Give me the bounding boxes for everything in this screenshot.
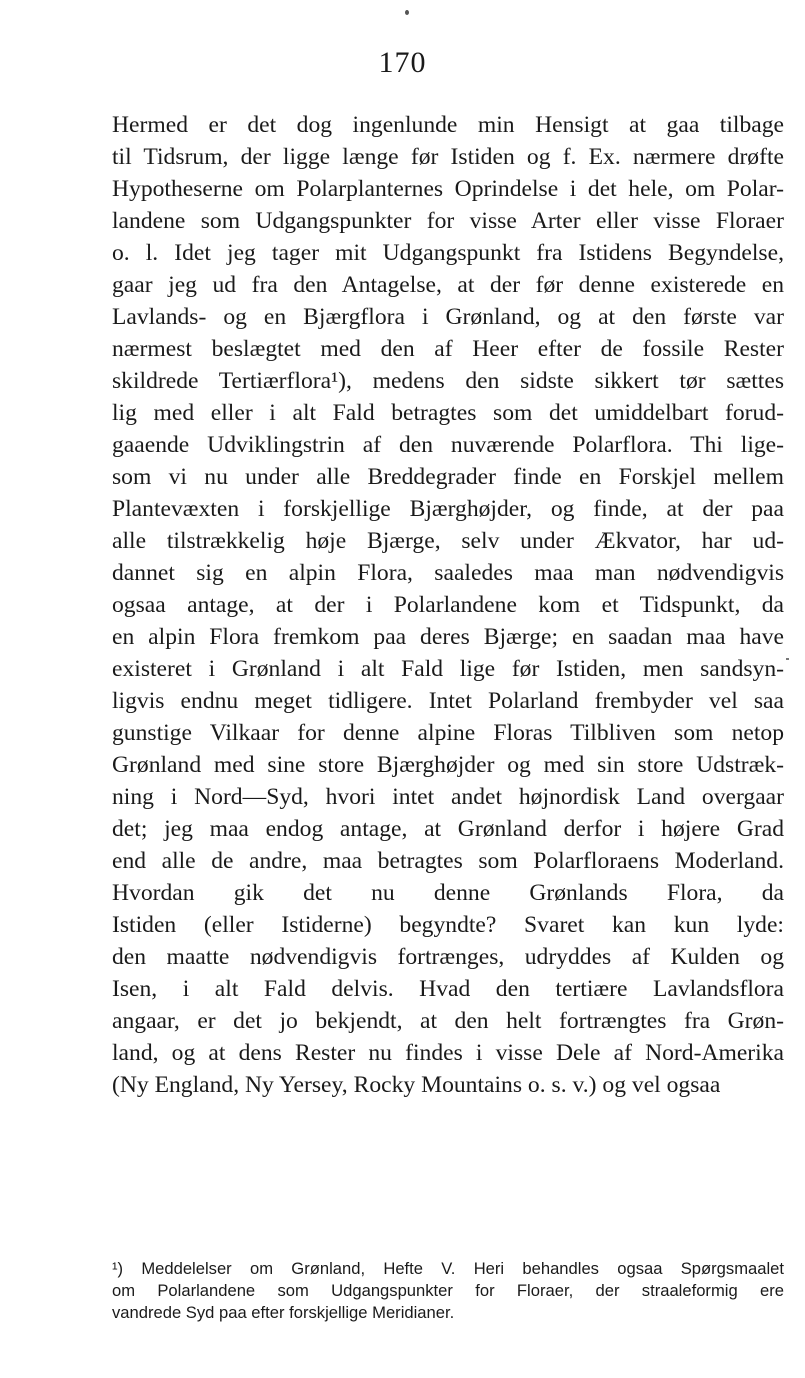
footnote [112,1258,784,1324]
text-line: den maatte nødvendigvis fortrænges, udryddes af Kulden og [112,944,784,970]
text-line: end alle de andre, maa betragtes som Polarfloraens Moderland. [112,848,784,874]
text-line: som vi nu under alle Breddegrader finde en Forskjel mellem [112,464,784,490]
page-number: 170 [378,46,427,79]
text-line: alle tilstrækkelig høje Bjærge, selv under Ækvator, har ud- [112,528,784,554]
text-line: nærmest beslægtet med den af Heer efter de fossile Rester [112,336,784,362]
text-line: til Tidsrum, der ligge længe før Istiden og f. Ex. nærmere drøfte [112,144,784,170]
text-line: existeret i Grønland i alt Fald lige før Istiden, men sandsyn- [112,656,784,682]
footnote-line: vandrede Syd paa efter forskjellige Meridianer. [112,1303,455,1322]
text-line: Hvordan gik det nu denne Grønlands Flora, da [112,880,784,906]
text-line: ning i Nord—Syd, hvori intet andet højnordisk Land overgaar [112,784,784,810]
text-line: Plantevæxten i forskjellige Bjærghøjder, og finde, at der paa [112,496,784,522]
body-text [112,109,784,1101]
text-line: o. l. Idet jeg tager mit Udgangspunkt fra Istidens Begyndelse, [112,240,784,266]
text-line: Hypotheserne om Polarplanternes Oprindelse i det hele, om Polar- [112,176,784,202]
text-line: Hermed er det dog ingenlunde min Hensigt at gaa tilbage [112,112,784,138]
footnote-line: ¹) Meddelelser om Grønland, Hefte V. Heri behandles ogsaa Spørgsmaalet [112,1259,784,1278]
text-line: gunstige Vilkaar for denne alpine Floras Tilbliven som netop [112,720,784,746]
text-line: det; jeg maa endog antage, at Grønland derfor i højere Grad [112,816,784,842]
text-line: land, og at dens Rester nu findes i visse Dele af Nord-Amerika [112,1040,784,1066]
text-line: ligvis endnu meget tidligere. Intet Polarland frembyder vel saa [112,688,784,714]
text-line: landene som Udgangspunkter for visse Arter eller visse Floraer [112,208,784,234]
footnote-line: om Polarlandene som Udgangspunkter for Floraer, der straaleformig ere [112,1281,784,1300]
text-line: skildrede Tertiærflora¹), medens den sidste sikkert tør sættes [112,368,784,394]
text-line: gaaende Udviklingstrin af den nuværende Polarflora. Thi lige- [112,432,784,458]
text-line: lig med eller i alt Fald betragtes som det umiddelbart forud- [112,400,784,426]
print-speck [405,10,409,15]
text-line: gaar jeg ud fra den Antagelse, at der før denne existerede en [112,272,784,298]
text-line: en alpin Flora fremkom paa deres Bjærge; en saadan maa have [112,624,784,650]
text-line: Lavlands- og en Bjærgflora i Grønland, og at den første var [112,304,784,330]
text-line: (Ny England, Ny Yersey, Rocky Mountains o. s. v.) og vel ogsaa [112,1072,721,1098]
text-line: angaar, er det jo bekjendt, at den helt fortrængtes fra Grøn- [112,1008,784,1034]
text-line: Grønland med sine store Bjærghøjder og med sin store Udstræk- [112,752,784,778]
text-line: dannet sig en alpin Flora, saaledes maa man nødvendigvis [112,560,784,586]
text-line: ogsaa antage, at der i Polarlandene kom et Tidspunkt, da [112,592,784,618]
text-line: Isen, i alt Fald delvis. Hvad den tertiære Lavlandsflora [112,976,784,1002]
print-speck [786,658,789,660]
text-line: Istiden (eller Istiderne) begyndte? Svaret kan kun lyde: [112,912,784,938]
